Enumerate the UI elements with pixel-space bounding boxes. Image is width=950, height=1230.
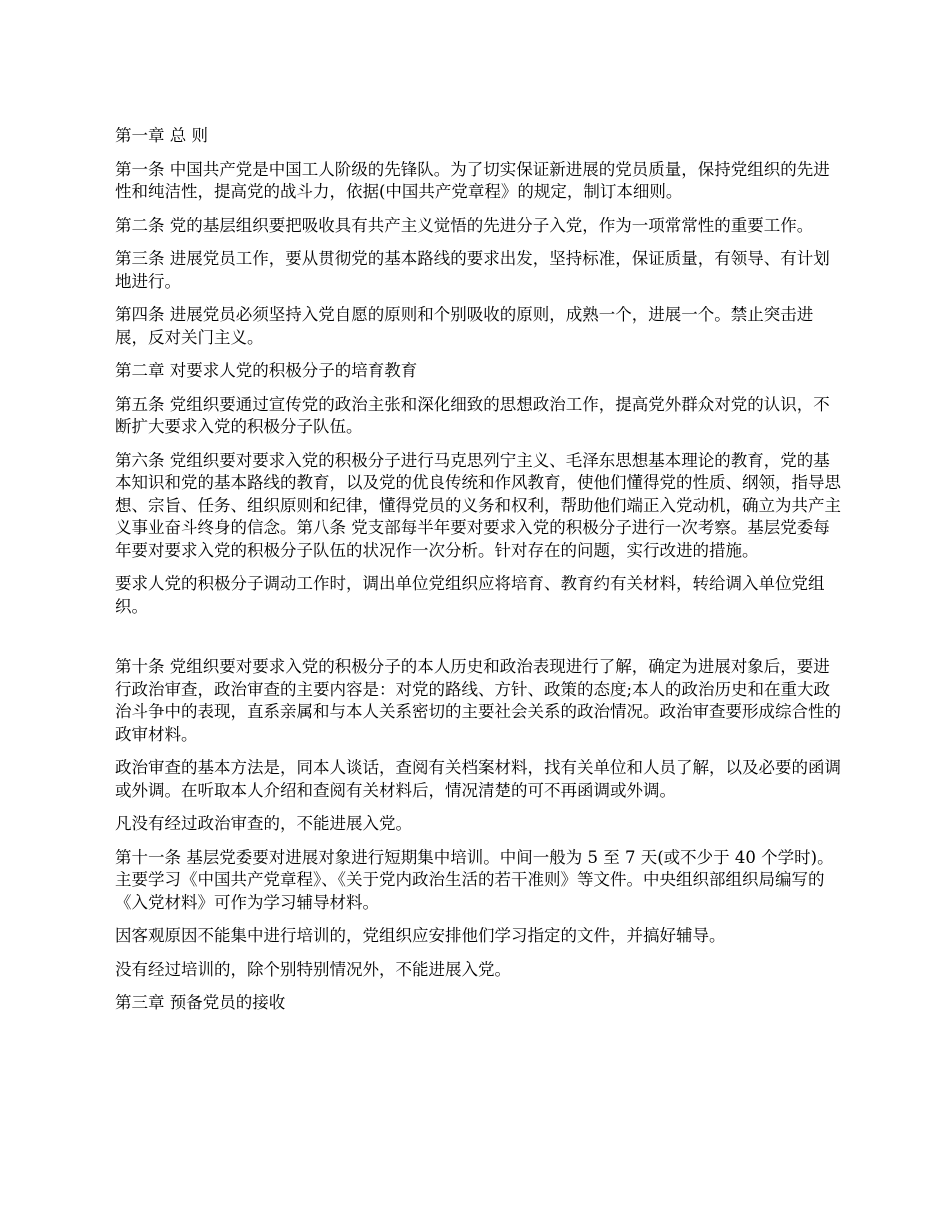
paragraph-transfer: 要求人党的积极分子调动工作时，调出单位党组织应将培育、教育约有关材料，转给调入单位党组织。 [115,574,825,616]
paragraph-training-alternative: 因客观原因不能集中进行培训的，党组织应安排他们学习指定的文件，并搞好辅导。 [115,926,726,945]
paragraph-training-required: 没有经过培训的，除个别特别情况外，不能进展入党。 [115,959,511,979]
article-6: 第六条 党组织要对要求入党的积极分子进行马克思列宁主义、毛泽东思想基本理论的教育，党的基本知识和党的基本路线的教育，以及党的优良传统和作风教育，使他们懂得党的性质、纲领，指导思想、宗旨、任务、组织原则和纪律，懂得党员的义务和权利，帮助他们端正入党动机，确立为共产主义事业奋斗终身的信念。第八条 党支部每半年要对要求入党的积极分子进行一次考察。基层党委每年要对要求入党的积极分子队伍的状况作一次分析。针对存在的问题，实行改进的措施。 [115,450,841,560]
chapter-heading-3: 第三章 预备党员的接收 [115,993,286,1012]
article-10: 第十条 党组织要对要求入党的积极分子的本人历史和政治表现进行了解，确定为进展对象后，要进行政治审查，政治审查的主要内容是：对党的路线、方针、政策的态度;本人的政治历史和在重大政治斗争中的表现，直系亲属和与本人关系密切的主要社会关系的政治情况。政治审查要形成综合性的政审材料。 [115,657,841,744]
paragraph-review-method: 政治审查的基本方法是，同本人谈话，查阅有关档案材料，找有关单位和人员了解，以及必要的函调或外调。在听取本人介绍和查阅有关材料后，情况清楚的可不再函调或外调。 [115,758,841,800]
article-3: 第三条 进展党员工作，要从贯彻党的基本路线的要求出发，坚持标准，保证质量，有领导、有计划地进行。 [115,249,830,291]
paragraph-review-required: 凡没有经过政治审查的，不能进展入党。 [115,814,412,833]
chapter-heading-2: 第二章 对要求人党的积极分子的培育教育 [115,361,418,380]
article-4: 第四条 进展党员必须坚持入党自愿的原则和个别吸收的原则，成熟一个，进展一个。禁止突击进展，反对关门主义。 [115,305,814,347]
article-1: 第一条 中国共产党是中国工人阶级的先锋队。为了切实保证新进展的党员质量，保持党组织的先进性和纯洁性，提高党的战斗力，依据(中国共产党章程》的规定，制订本细则。 [115,159,830,201]
chapter-heading-1: 第一章 总 则 [115,126,208,145]
document-body [115,125,845,1026]
article-5: 第五条 党组织要通过宣传党的政治主张和深化细致的思想政治工作，提高党外群众对党的认识，不断扩大要求入党的积极分子队伍。 [115,394,830,436]
article-2: 第二条 党的基层组织要把吸收具有共产主义觉悟的先进分子入党，作为一项常常性的重要工作。 [115,215,814,235]
article-11: 第十一条 基层党委要对进展对象进行短期集中培训。中间一般为 5 至 7 天(或不少于 40 个学时)。主要学习《中国共产党章程》、《关于党内政治生活的若干准则》等文件。中央组织部组织局编写的《入党材料》可作为学习辅导材料。 [115,847,834,912]
